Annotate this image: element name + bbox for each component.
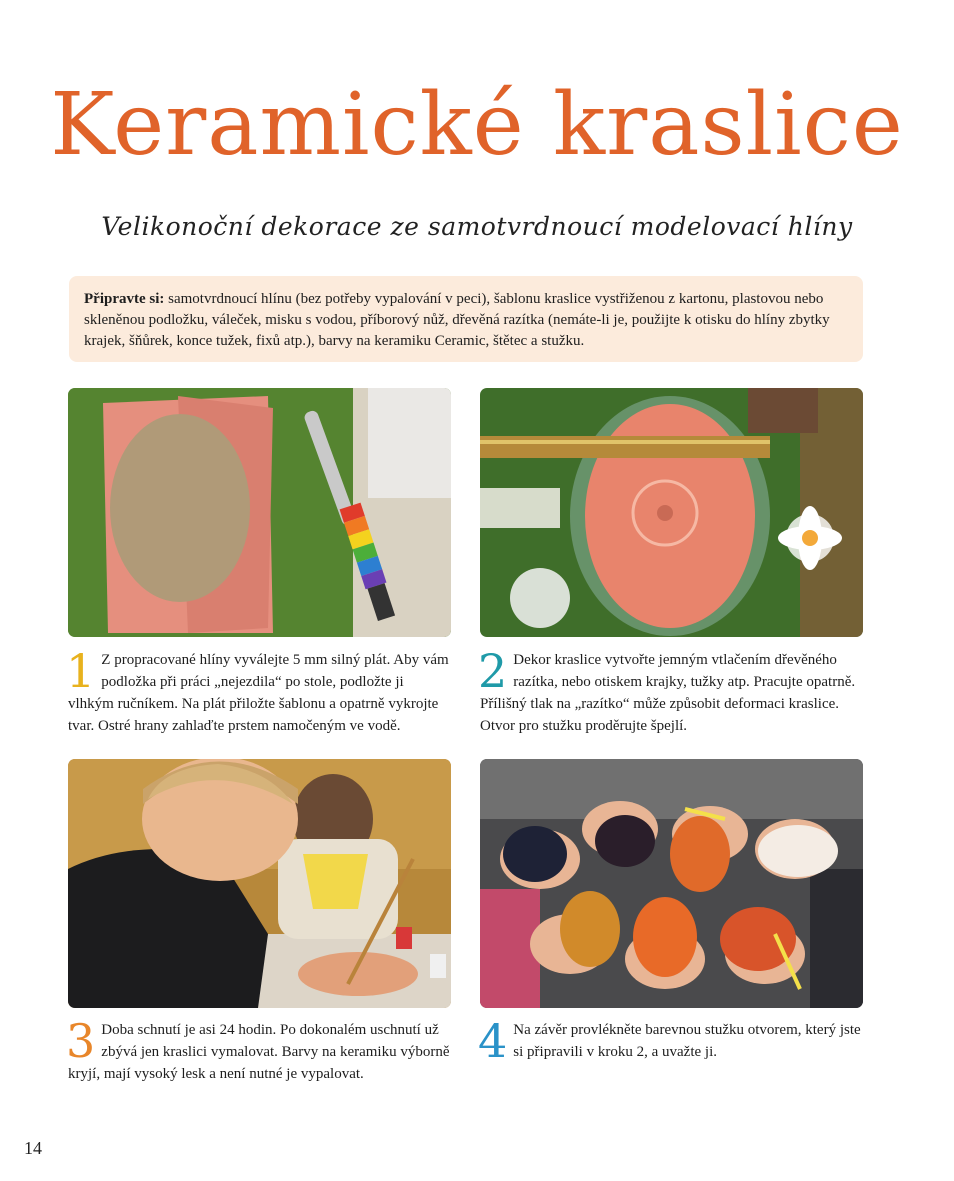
step-3-number: 3 [66, 1014, 96, 1068]
photo-step-4 [480, 759, 863, 1008]
step-4 [478, 1014, 864, 1068]
photo-step-3 [68, 759, 451, 1008]
step-2-text: Dekor kraslice vytvořte jemným vtlačením dřevěného razítka, nebo otiskem krajky, tužky atp. Pracujte opatrně. Přílišný tlak na „razítko“ může způsobit deformaci kraslice. Otvor pro stužku proděrujte špejlí. [480, 652, 856, 734]
step-2-number: 2 [478, 644, 508, 698]
step-3 [66, 1014, 452, 1085]
materials-text: samotvrdnoucí hlínu (bez potřeby vypalování v peci), šablonu kraslice vystřiženou z kartonu, plastovou nebo skleněnou podložku, váleček, misku s vodou, příborový nůž, dřevěná razítka (nemáte-li je, použijte k otisku do hlíny zbytky krajek, šňůrek, konce tužek, fixů atp.), barvy na keramiku Ceramic, štětec a stužku. [84, 291, 830, 349]
materials-box [69, 276, 863, 362]
page-number: 14 [24, 1138, 42, 1158]
step-1-text: Z propracované hlíny vyválejte 5 mm silný plát. Aby vám podložka při práci „nejezdila“ po stole, podložte ji vlhkým ručníkem. Na plát přiložte šablonu a opatrně vykrojte tvar. Ostré hrany zahlaďte prstem namočeným ve vodě. [68, 652, 449, 734]
step-1-number: 1 [66, 644, 96, 698]
step-1 [66, 644, 452, 737]
page-title: Keramické kraslice [50, 75, 904, 175]
materials-label: Připravte si: [84, 291, 165, 307]
photo-step-1 [68, 388, 451, 637]
photo-step-2 [480, 388, 863, 637]
page-subtitle: Velikonoční dekorace ze samotvrdnoucí modelovací hlíny [101, 212, 853, 241]
step-3-text: Doba schnutí je asi 24 hodin. Po dokonalém uschnutí už zbývá jen kraslici vymalovat. Barvy na keramiku výborně kryjí, mají vysoký lesk a není nutné je vypalovat. [68, 1022, 450, 1082]
step-4-text: Na závěr provlékněte barevnou stužku otvorem, který jste si připravili v kroku 2, a uvažte ji. [513, 1022, 861, 1060]
step-4-number: 4 [478, 1014, 508, 1068]
step-2 [478, 644, 864, 737]
